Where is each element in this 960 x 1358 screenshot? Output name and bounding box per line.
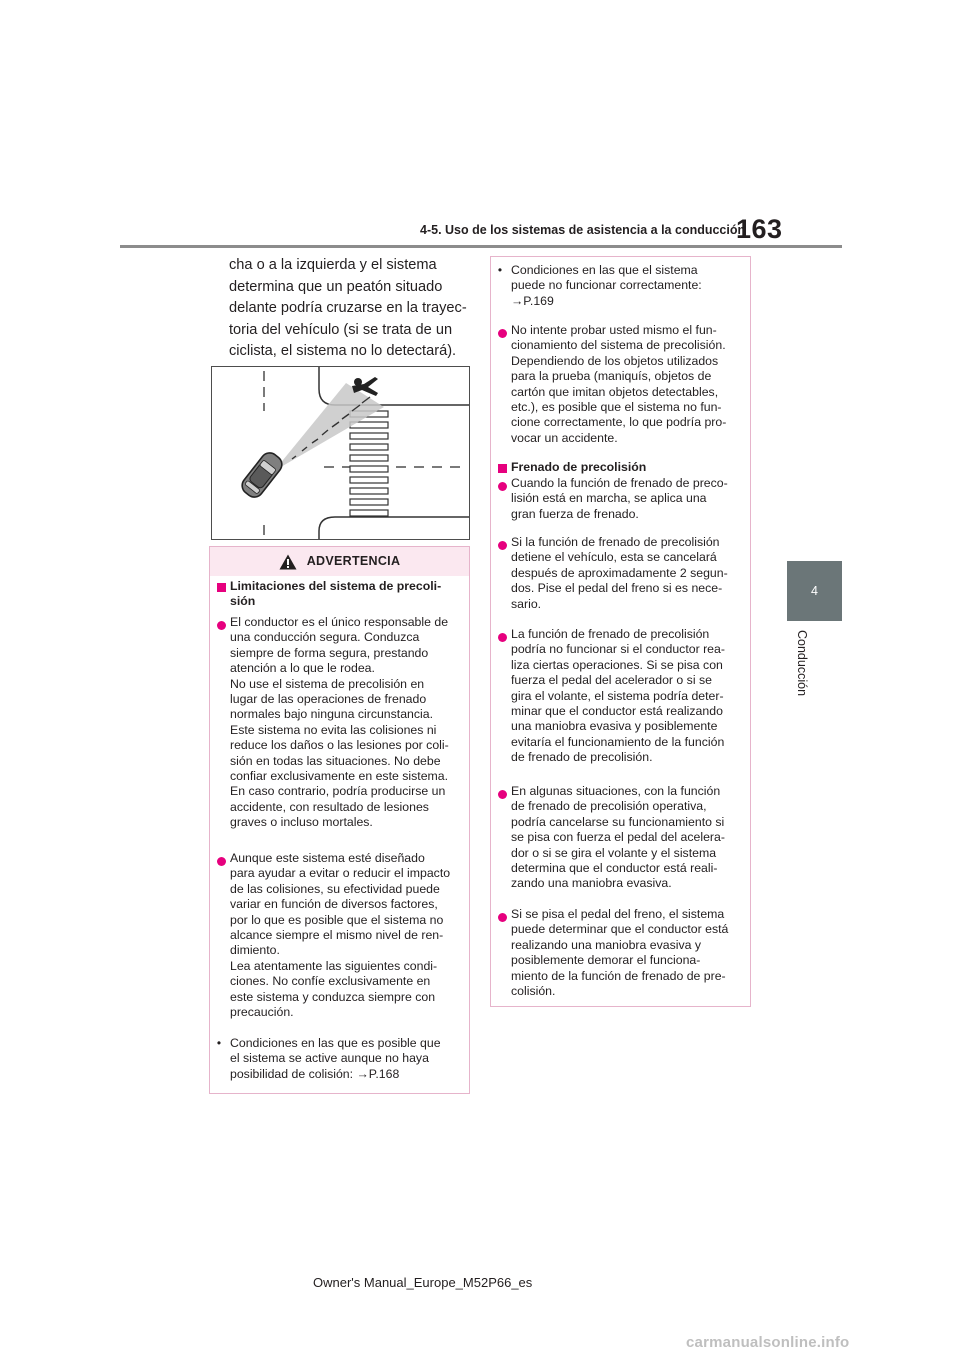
- text-line: Si la función de frenado de precolisión: [511, 535, 720, 549]
- text-line: En algunas situaciones, con la función: [511, 784, 721, 798]
- warning-box: [209, 546, 470, 1094]
- text-line: una maniobra evasiva y posiblemente: [511, 719, 718, 734]
- warning-item-activation-conditions: [230, 1036, 466, 1082]
- warning-item-responsibility: [230, 615, 466, 831]
- text-line: Condiciones en las que es posible que: [230, 1036, 441, 1050]
- text-line: por lo que es posible que el sistema no: [230, 912, 444, 927]
- text-line: el sistema se active aunque no haya: [230, 1051, 429, 1066]
- text-line: determina que un peatón situado: [229, 278, 443, 295]
- text-line: evitaría el funcionamiento de la función: [511, 734, 725, 749]
- text-line: realizando una maniobra evasiva y: [511, 937, 702, 952]
- section-square-icon: [217, 583, 226, 592]
- text-line: atención a lo que le rodea.: [230, 661, 375, 676]
- text-line: cartón que imitan objetos detectables,: [511, 384, 719, 399]
- bullet-dot-icon: [498, 633, 507, 642]
- text-line: toria del vehículo (si se trata de un: [229, 321, 453, 338]
- text-line: podría cancelarse su funcionamiento si: [511, 814, 725, 829]
- text-line: zando una maniobra evasiva.: [511, 876, 672, 891]
- text-line: gran fuerza de frenado.: [511, 506, 639, 521]
- text-line: cha o a la izquierda y el sistema: [229, 257, 437, 273]
- warning-header: [210, 547, 469, 576]
- info-item-evasive-cancel: [511, 784, 747, 892]
- text-line: de frenado de precolisión.: [511, 750, 653, 765]
- text-line: ciclista, el sistema no lo detectará).: [229, 343, 457, 360]
- intro-paragraph: [229, 255, 479, 363]
- text-line: colisión.: [511, 984, 556, 999]
- text-line: puede determinar que el conductor está: [511, 922, 729, 937]
- text-line: gira el volante, el sistema podría deter-: [511, 688, 724, 703]
- bullet-dot-icon: [498, 541, 507, 550]
- info-item-brake-pedal: [511, 907, 747, 999]
- text-line: detiene el vehículo, esta se cancelará: [511, 550, 717, 565]
- car-pedestrian-crosswalk-illustration: [211, 366, 470, 540]
- info-item-driver-operations: [511, 627, 747, 766]
- info-heading-frenado: Frenado de precolisión: [511, 460, 647, 474]
- text-line: para la prueba (maniquís, objetos de: [511, 369, 712, 384]
- text-line: Aunque este sistema esté diseñado: [230, 851, 425, 865]
- text-line: vocar un accidente.: [511, 430, 618, 445]
- chapter-label: Conducción: [795, 630, 809, 697]
- page-number: 163: [736, 214, 783, 244]
- text-line: cione correctamente, lo que podría pro-: [511, 415, 727, 430]
- text-line: minar que el conductor está realizando: [511, 704, 723, 719]
- text-line: después de aproximadamente 2 segun-: [511, 565, 728, 580]
- text-line: La función de frenado de precolisión: [511, 627, 710, 641]
- text-line: Limitaciones del sistema de precoli-: [230, 579, 442, 593]
- text-line: →P.169: [511, 293, 554, 308]
- text-line: En caso contrario, podría producirse un: [230, 784, 446, 799]
- text-line: cionamiento del sistema de precolisión.: [511, 338, 726, 353]
- text-line: para ayudar a evitar o reducir el impacto: [230, 866, 451, 881]
- text-line: de las colisiones, su efectividad puede: [230, 881, 440, 896]
- text-line: dos. Pise el pedal del freno si es nece-: [511, 581, 723, 596]
- text-line: lisión está en marcha, se aplica una: [511, 491, 707, 506]
- warning-title: ADVERTENCIA: [306, 553, 401, 568]
- text-line: puede no funcionar correctamente:: [511, 278, 702, 293]
- text-line: reduce los daños o las lesiones por coli-: [230, 738, 449, 753]
- bullet-dot-icon: [498, 329, 507, 338]
- text-line: lugar de las operaciones de frenado: [230, 692, 427, 707]
- bullet-dot-icon: [498, 482, 507, 491]
- warning-heading: [230, 579, 466, 610]
- text-line: Este sistema no evita las colisiones ni: [230, 722, 437, 737]
- text-line: Lea atentamente las siguientes condi-: [230, 958, 438, 973]
- text-line: variar en función de diversos factores,: [230, 897, 438, 912]
- text-line: sión: [230, 594, 256, 609]
- bullet-small-icon: •: [497, 263, 503, 277]
- text-line: sario.: [511, 596, 542, 611]
- text-line: determina que el conductor está reali-: [511, 861, 718, 876]
- bullet-dot-icon: [498, 790, 507, 799]
- info-box: [490, 256, 751, 1007]
- info-item-cancel-after-stop: [511, 535, 747, 612]
- bullet-dot-icon: [217, 621, 226, 630]
- text-line: posibilidad de colisión: →P.168: [230, 1066, 400, 1081]
- text-line: El conductor es el único responsable de: [230, 615, 449, 629]
- text-line: liza ciertas operaciones. Si se pisa con: [511, 657, 723, 672]
- text-line: este sistema y conduzca siempre con: [230, 989, 436, 1004]
- text-line: precaución.: [230, 1005, 294, 1020]
- warning-triangle-icon: [279, 554, 297, 570]
- text-line: Si se pisa el pedal del freno, el sistema: [511, 907, 725, 921]
- warning-item-effectiveness: [230, 851, 466, 1020]
- header-rule: [120, 245, 842, 248]
- text-line: Condiciones en las que el sistema: [511, 263, 698, 277]
- watermark: carmanualsonline.info: [686, 1334, 850, 1351]
- text-line: delante podría cruzarse en la trayec-: [229, 300, 467, 317]
- text-line: Cuando la función de frenado de preco-: [511, 476, 728, 490]
- text-line: ciones. No confíe exclusivamente en: [230, 974, 431, 989]
- section-title: 4-5. Uso de los sistemas de asistencia a la conducción: [420, 223, 746, 237]
- text-line: sión en todas las situaciones. No debe: [230, 753, 441, 768]
- text-line: Dependiendo de los objetos utilizados: [511, 353, 719, 368]
- text-line: posiblemente demorar el funciona-: [511, 953, 701, 968]
- footer-manual-id: Owner's Manual_Europe_M52P66_es: [313, 1275, 533, 1290]
- info-item-malfunction-conditions: [511, 263, 747, 309]
- text-line: graves o incluso mortales.: [230, 815, 373, 830]
- text-line: confiar exclusivamente en este sistema.: [230, 769, 449, 784]
- text-line: fuerza el pedal del acelerador o si se: [511, 673, 712, 688]
- chapter-number: 4: [811, 584, 818, 598]
- text-line: una conducción segura. Conduzca: [230, 630, 420, 645]
- text-line: No use el sistema de precolisión en: [230, 676, 425, 691]
- bullet-small-icon: •: [216, 1036, 222, 1050]
- text-line: se pisa con fuerza el pedal del acelera-: [511, 830, 725, 845]
- bullet-dot-icon: [217, 857, 226, 866]
- text-line: dimiento.: [230, 943, 280, 958]
- text-line: etc.), es posible que el sistema no fun-: [511, 400, 722, 415]
- text-line: alcance siempre el mismo nivel de ren-: [230, 928, 444, 943]
- bullet-dot-icon: [498, 913, 507, 922]
- info-item-do-not-test: [511, 323, 747, 446]
- text-line: miento de la función de frenado de pre-: [511, 968, 726, 983]
- text-line: dor o si se gira el volante y el sistema: [511, 845, 717, 860]
- chapter-tab: [787, 561, 842, 621]
- text-line: podría no funcionar si el conductor rea-: [511, 642, 725, 657]
- text-line: accidente, con resultado de lesiones: [230, 799, 429, 814]
- text-line: No intente probar usted mismo el fun-: [511, 323, 717, 337]
- info-item-braking-force: [511, 476, 747, 522]
- text-line: normales bajo ninguna circunstancia.: [230, 707, 434, 722]
- text-line: siempre de forma segura, prestando: [230, 645, 429, 660]
- section-square-icon: [498, 464, 507, 473]
- text-line: de frenado de precolisión operativa,: [511, 799, 707, 814]
